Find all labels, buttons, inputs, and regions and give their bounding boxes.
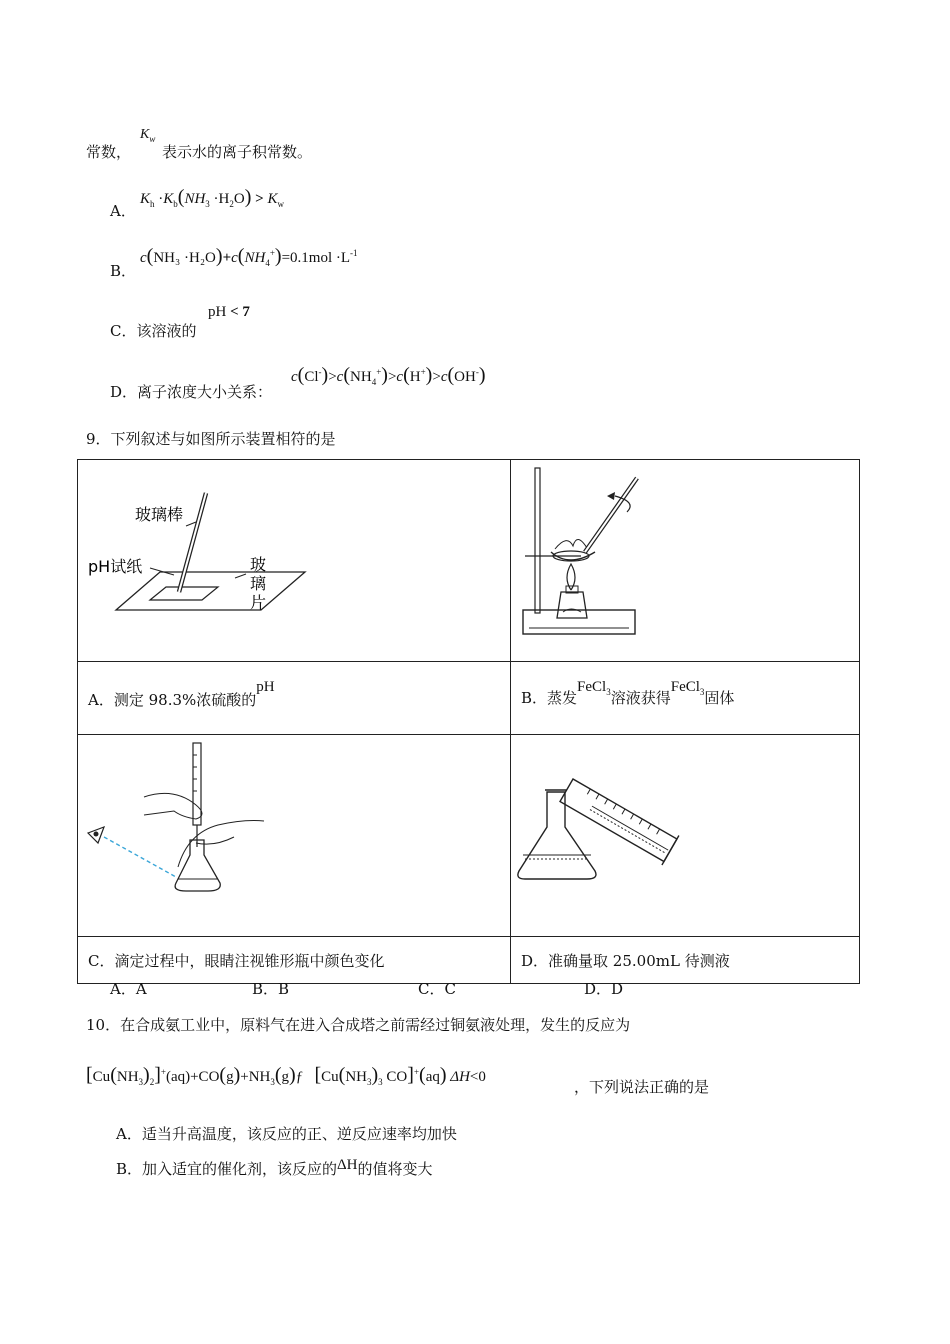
q10-stem: 10．在合成氨工业中，原料气在进入合成塔之前需经过铜氨液处理，发生的反应为 [86, 1016, 631, 1034]
q9-answer-b: B．B [252, 980, 290, 998]
q9-answer-a: A．A [110, 980, 147, 998]
q8-stem-suffix: 表示水的离子积常数。 [162, 143, 313, 161]
q10-option-a: A．适当升高温度，该反应的正、逆反应速率均加快 [116, 1125, 457, 1143]
option-c-cell: C．滴定过程中，眼睛注视锥形瓶中颜色变化 [78, 937, 511, 984]
q8-option-d-label: D．离子浓度大小关系： [110, 383, 273, 401]
q10-option-b: B．加入适宜的催化剂，该反应的ΔH的值将变大 [116, 1157, 433, 1178]
q8-option-b-expr: $c(NH_3 \cdot H_2O)+c(NH_4^+)=0.1mol \cdot L^{-1}$ [140, 245, 358, 268]
svg-text:璃: 璃 [250, 574, 267, 593]
q9-table [77, 459, 860, 984]
q8-option-a-expr: $K_h \cdot K_b(NH_3 \cdot H_2O) > K_w$ [140, 186, 284, 209]
q8-stem: 常数， [86, 143, 132, 161]
q8-option-c-expr: pH < 7 [208, 304, 250, 320]
q9-answer-c: C．C [418, 980, 456, 998]
titration-figure [78, 735, 510, 932]
rod-label: 玻璃棒 [135, 505, 184, 524]
kw-symbol: $K_w$ [140, 127, 156, 144]
q8-option-c-label: C．该溶液的 [110, 322, 197, 340]
evaporation-figure [511, 460, 859, 657]
cylinder-figure [511, 735, 859, 932]
option-a-cell: A．测定 98.3%浓硫酸的$^{pH}$ [78, 662, 511, 735]
paper-label: pH试纸 [88, 557, 143, 576]
figure-a-cell [78, 460, 511, 662]
svg-text:片: 片 [250, 593, 267, 612]
figure-c-cell [78, 735, 511, 937]
svg-text:玻: 玻 [250, 555, 267, 574]
q9-stem: 9．下列叙述与如图所示装置相符的是 [86, 430, 336, 448]
figure-d-cell [511, 735, 860, 937]
q8-option-d-expr: $c(Cl^-)>c(NH_4^+)>c(H^+)>c(OH^-)$ [291, 364, 486, 387]
q8-option-b-label: B． [110, 262, 137, 280]
q8-option-a-label: A． [110, 202, 136, 220]
q10-equation: $[Cu(NH_3)_2]^+(aq)+CO(g)+NH_3(g)ƒ$ [$Cu(NH_3)_3$ CO]+(aq) ΔH<0 [86, 1064, 486, 1087]
option-b-cell: B．蒸发FeCl$_3$溶液获得FeCl$_3$固体 [511, 662, 860, 735]
ph-paper-figure [78, 460, 510, 657]
q10-tail: ，下列说法正确的是 [574, 1078, 710, 1096]
figure-b-cell [511, 460, 860, 662]
option-d-cell: D．准确量取 25.00mL 待测液 [511, 937, 860, 984]
q9-answer-d: D．D [584, 980, 624, 998]
